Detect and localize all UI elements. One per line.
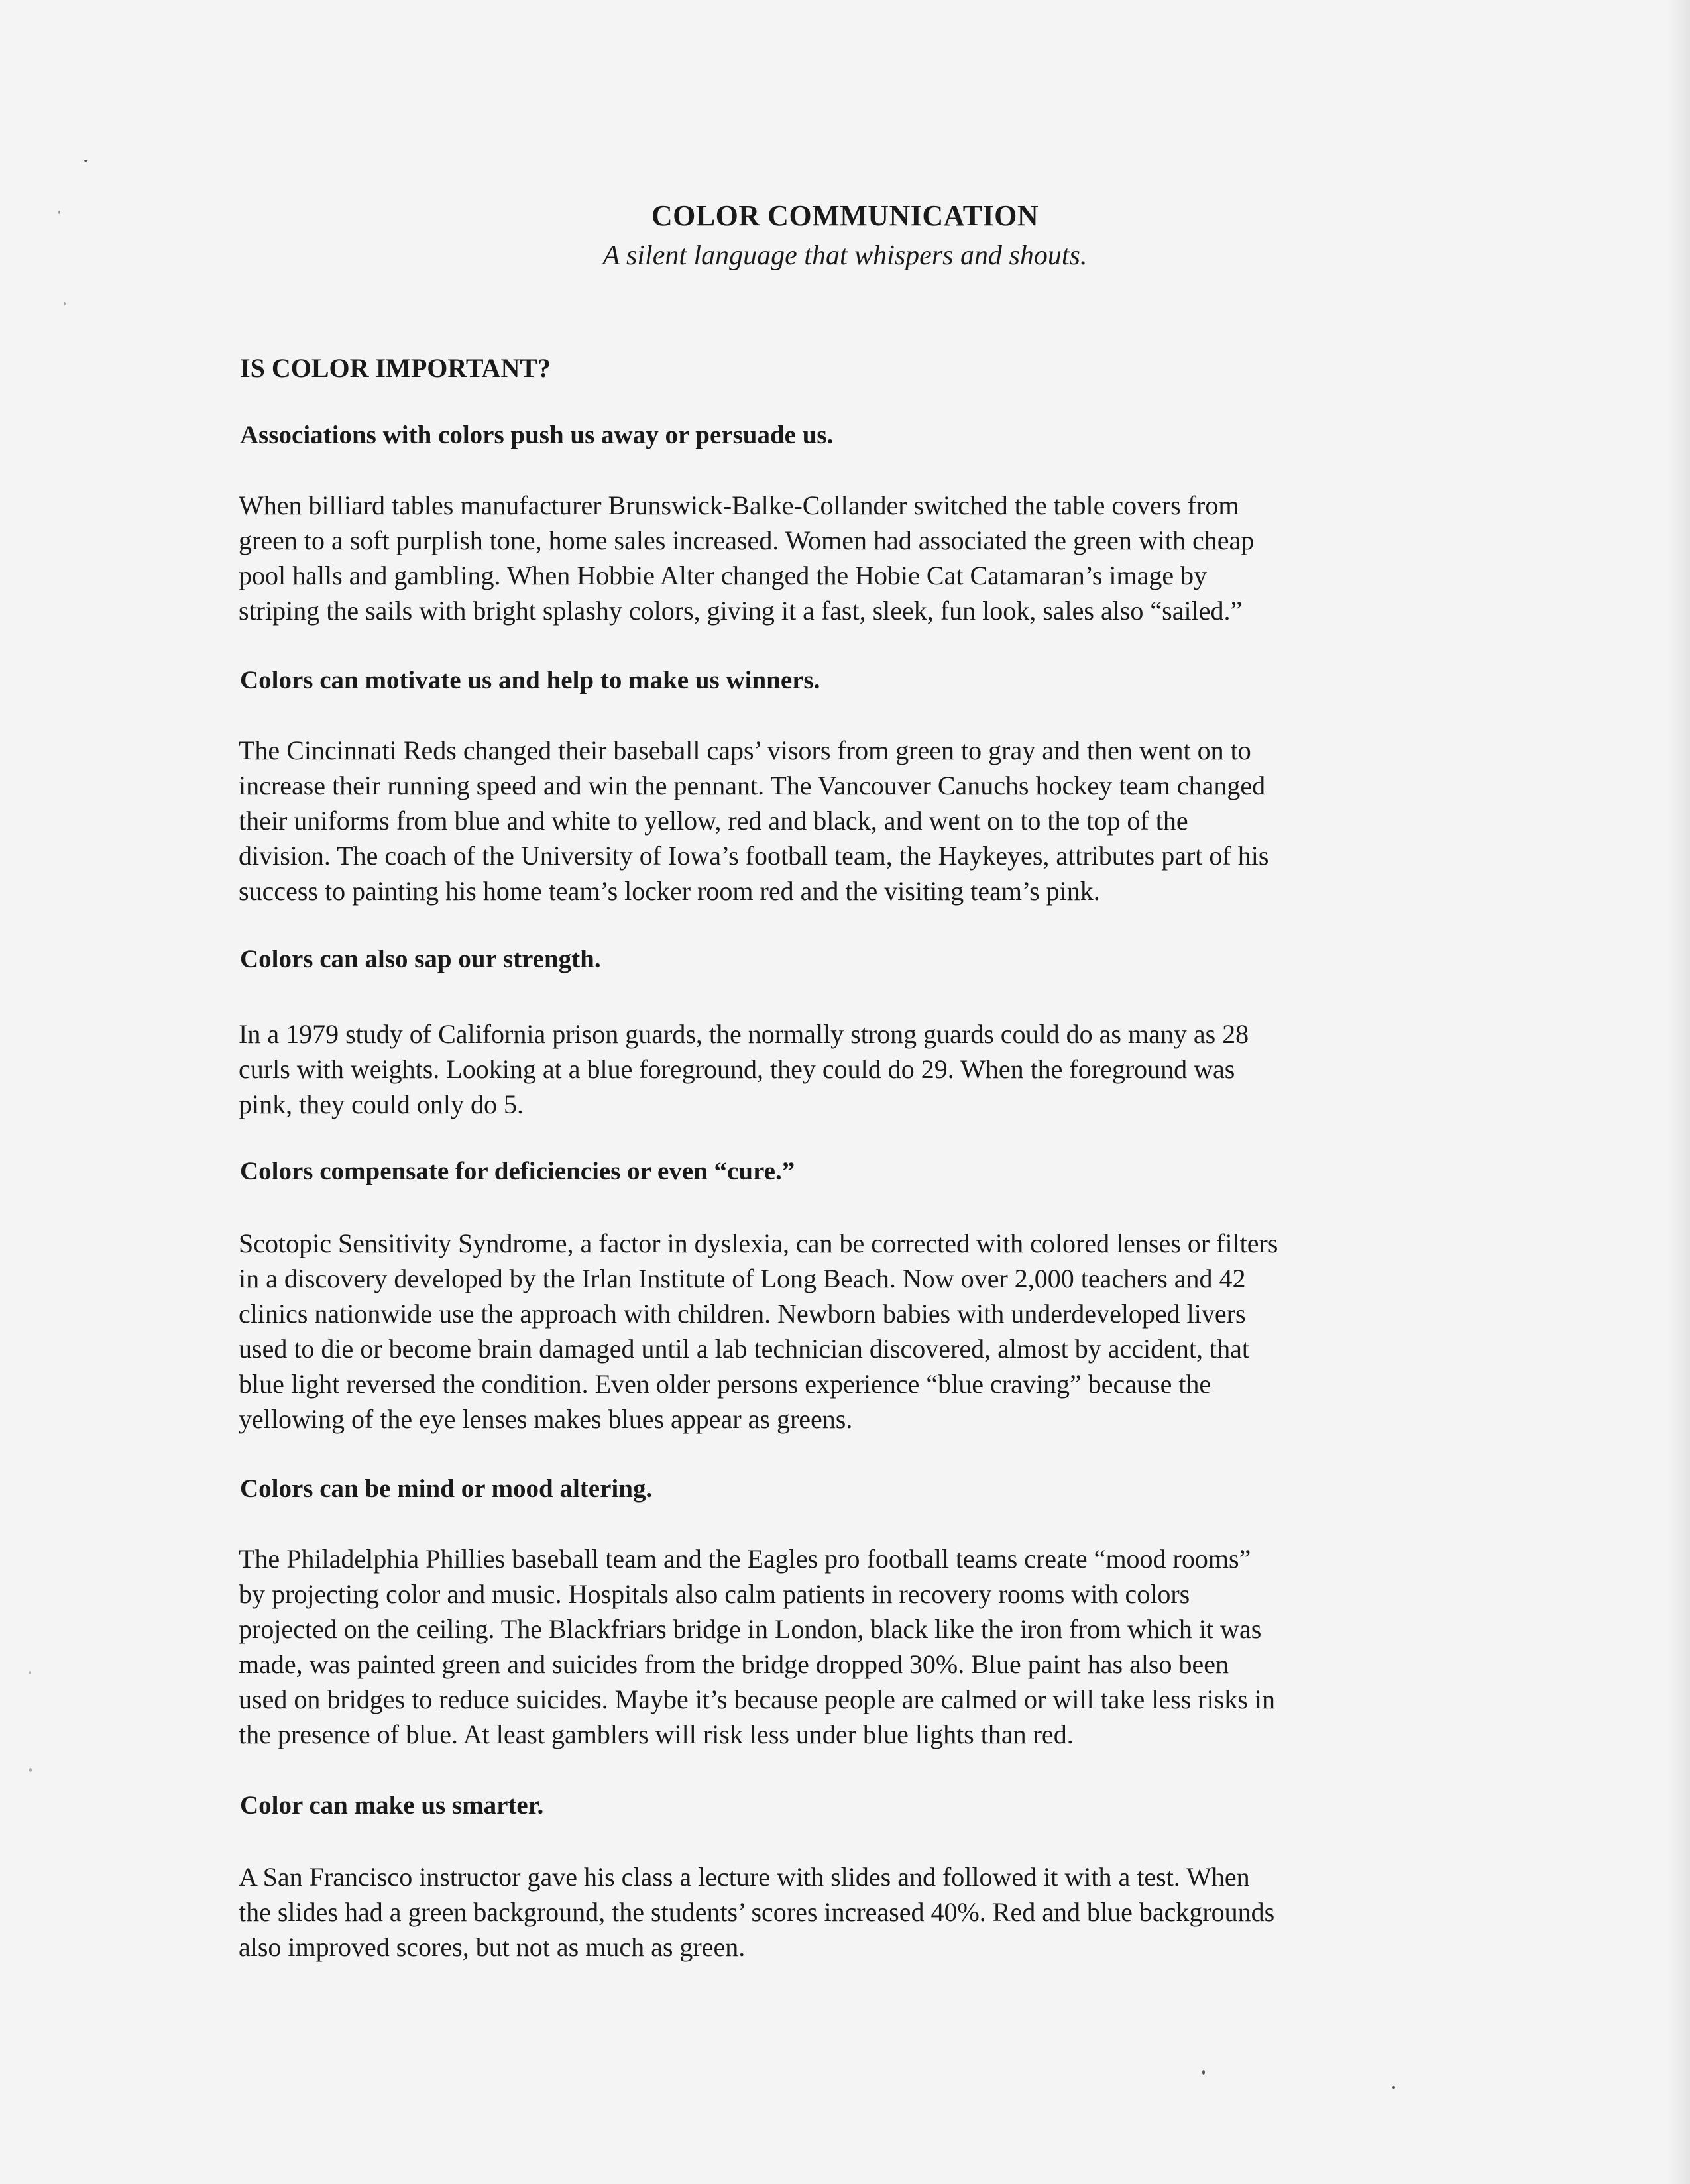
- section-heading-smarter: Color can make us smarter.: [240, 1791, 544, 1820]
- paragraph-line: their uniforms from blue and white to yellow, red and black, and went on to the top of the: [239, 806, 1188, 836]
- paragraph-line: pink, they could only do 5.: [239, 1089, 524, 1119]
- paragraph-line: striping the sails with bright splashy colors, giving it a fast, sleek, fun look, sales also “sailed.”: [239, 596, 1243, 626]
- paragraph-line: The Cincinnati Reds changed their baseball caps’ visors from green to gray and then went on to: [239, 736, 1251, 765]
- paragraph-line: in a discovery developed by the Irlan Institute of Long Beach. Now over 2,000 teachers and 42: [239, 1264, 1246, 1293]
- section-title: IS COLOR IMPORTANT?: [240, 353, 551, 383]
- section-heading-mood: Colors can be mind or mood altering.: [240, 1474, 653, 1503]
- paragraph-sap-strength: [239, 1016, 1432, 1122]
- paragraph-line: made, was painted green and suicides from the bridge dropped 30%. Blue paint has also been: [239, 1649, 1229, 1679]
- paragraph-mood: [239, 1541, 1432, 1752]
- paragraph-line: yellowing of the eye lenses makes blues appear as greens.: [239, 1404, 853, 1434]
- scan-speck: [1202, 2070, 1205, 2075]
- scan-speck: [84, 160, 87, 162]
- paragraph-line: clinics nationwide use the approach with children. Newborn babies with underdeveloped livers: [239, 1299, 1246, 1329]
- paragraph-line: pool halls and gambling. When Hobbie Alter changed the Hobie Cat Catamaran’s image by: [239, 561, 1208, 590]
- scan-speck: [1392, 2086, 1395, 2089]
- scan-speck: [64, 302, 66, 305]
- paragraph-line: green to a soft purplish tone, home sales increased. Women had associated the green with cheap: [239, 525, 1255, 555]
- paragraph-smarter: [239, 1859, 1432, 1965]
- section-heading-compensate: Colors compensate for deficiencies or even “cure.”: [240, 1157, 795, 1185]
- paragraph-line: also improved scores, but not as much as green.: [239, 1932, 746, 1962]
- page-edge-shadow: [1667, 0, 1690, 2184]
- paragraph-line: A San Francisco instructor gave his class a lecture with slides and followed it with a test. When: [239, 1862, 1250, 1892]
- section-heading-sap-strength: Colors can also sap our strength.: [240, 945, 601, 973]
- paragraph-line: projected on the ceiling. The Blackfriars bridge in London, black like the iron from which it was: [239, 1614, 1262, 1644]
- paragraph-line: division. The coach of the University of Iowa’s football team, the Haykeyes, attributes part of his: [239, 841, 1269, 871]
- paragraph-motivate: [239, 733, 1432, 908]
- paragraph-line: curls with weights. Looking at a blue foreground, they could do 29. When the foreground was: [239, 1054, 1235, 1084]
- paragraph-line: blue light reversed the condition. Even older persons experience “blue craving” because the: [239, 1369, 1211, 1399]
- paragraph-compensate: [239, 1226, 1432, 1437]
- document-title: COLOR COMMUNICATION: [651, 199, 1039, 232]
- paragraph-line: success to painting his home team’s locker room red and the visiting team’s pink.: [239, 876, 1100, 906]
- document-subtitle: A silent language that whispers and shouts.: [602, 241, 1088, 271]
- scan-speck: [29, 1768, 32, 1772]
- paragraph-associations: [239, 488, 1432, 628]
- paragraph-line: the presence of blue. At least gamblers will risk less under blue lights than red.: [239, 1720, 1074, 1749]
- paragraph-line: In a 1979 study of California prison guards, the normally strong guards could do as many as 28: [239, 1019, 1249, 1049]
- section-heading-associations: Associations with colors push us away or persuade us.: [240, 421, 834, 449]
- paragraph-line: the slides had a green background, the students’ scores increased 40%. Red and blue backgrounds: [239, 1897, 1275, 1927]
- paragraph-line: used to die or become brain damaged until a lab technician discovered, almost by accident, that: [239, 1334, 1250, 1364]
- paragraph-line: The Philadelphia Phillies baseball team and the Eagles pro football teams create “mood rooms”: [239, 1544, 1251, 1574]
- section-heading-motivate: Colors can motivate us and help to make us winners.: [240, 666, 820, 694]
- paragraph-line: Scotopic Sensitivity Syndrome, a factor in dyslexia, can be corrected with colored lenses or filters: [239, 1228, 1278, 1258]
- paragraph-line: by projecting color and music. Hospitals also calm patients in recovery rooms with colors: [239, 1579, 1190, 1609]
- scan-speck: [29, 1671, 31, 1674]
- paragraph-line: increase their running speed and win the pennant. The Vancouver Canuchs hockey team changed: [239, 771, 1266, 800]
- paragraph-line: When billiard tables manufacturer Brunswick-Balke-Collander switched the table covers from: [239, 490, 1239, 520]
- paragraph-line: used on bridges to reduce suicides. Maybe it’s because people are calmed or will take less risks in: [239, 1684, 1275, 1714]
